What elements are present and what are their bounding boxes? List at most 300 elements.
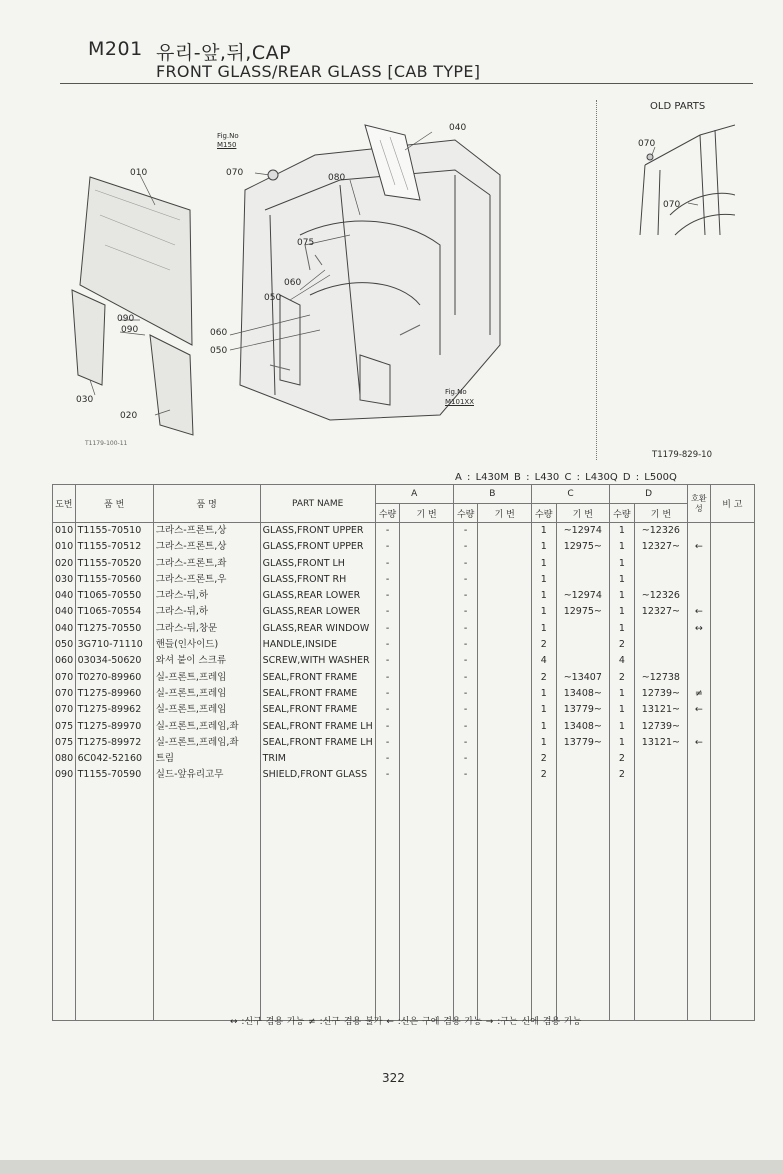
cab-frame-drawing — [240, 140, 500, 420]
part-name-en: SCREW,WITH WASHER — [260, 653, 375, 669]
old-parts-title: OLD PARTS — [650, 101, 706, 112]
part-number: T1275-89972 — [75, 735, 153, 751]
part-name-kr: 그라스-프론트,좌 — [153, 556, 260, 572]
qty-b: - — [453, 735, 478, 751]
part-number: T1155-70520 — [75, 556, 153, 572]
qty-b: - — [453, 539, 478, 555]
interchange-mark — [688, 751, 711, 767]
exploded-diagram — [60, 95, 595, 460]
callout-070: 070 — [226, 168, 244, 178]
part-name-en: TRIM — [260, 751, 375, 767]
part-name-en: GLASS,REAR LOWER — [260, 604, 375, 620]
part-ref-no: 010 — [53, 539, 76, 555]
part-number: 03034-50620 — [75, 653, 153, 669]
qty-c: 1 — [531, 719, 556, 735]
part-ref-no: 040 — [53, 621, 76, 637]
serial-d: 13121~ — [634, 735, 687, 751]
serial-d — [634, 767, 687, 783]
serial-a — [400, 637, 453, 653]
serial-a — [400, 751, 453, 767]
qty-c: 1 — [531, 686, 556, 702]
interchange-mark — [688, 767, 711, 783]
qty-d: 1 — [610, 686, 635, 702]
part-number: T1275-89970 — [75, 719, 153, 735]
interchange-mark: ← — [688, 604, 711, 620]
remarks — [710, 670, 754, 686]
table-row — [53, 572, 755, 588]
col-b-qty: 수량 — [453, 504, 478, 523]
serial-c — [556, 751, 609, 767]
part-ref-no: 080 — [53, 751, 76, 767]
serial-d: ~12326 — [634, 523, 687, 540]
callout-075: 075 — [297, 238, 315, 248]
col-c-serial: 기 번 — [556, 504, 609, 523]
part-number: T1275-89960 — [75, 686, 153, 702]
parts-table — [52, 484, 755, 1021]
remarks — [710, 539, 754, 555]
serial-d — [634, 556, 687, 572]
qty-c: 2 — [531, 767, 556, 783]
col-b-serial: 기 번 — [478, 504, 531, 523]
part-ref-no: 070 — [53, 670, 76, 686]
remarks — [710, 702, 754, 718]
serial-d — [634, 621, 687, 637]
empty-cell — [453, 784, 478, 1021]
qty-b: - — [453, 670, 478, 686]
remarks — [710, 735, 754, 751]
part-name-kr: 실-프론트,프레임 — [153, 670, 260, 686]
serial-a — [400, 572, 453, 588]
table-row — [53, 735, 755, 751]
qty-d: 2 — [610, 670, 635, 686]
part-name-kr: 트림 — [153, 751, 260, 767]
part-name-kr: 와셔 붙이 스크류 — [153, 653, 260, 669]
serial-b — [478, 702, 531, 718]
part-number: T1155-70590 — [75, 767, 153, 783]
col-d-serial: 기 번 — [634, 504, 687, 523]
qty-b: - — [453, 719, 478, 735]
part-name-en: GLASS,FRONT RH — [260, 572, 375, 588]
page-code: M201 — [88, 38, 143, 60]
empty-cell — [531, 784, 556, 1021]
empty-cell — [710, 784, 754, 1021]
interchange-mark — [688, 556, 711, 572]
serial-d: 12327~ — [634, 604, 687, 620]
empty-cell — [375, 784, 400, 1021]
qty-c: 1 — [531, 604, 556, 620]
qty-d: 2 — [610, 767, 635, 783]
remarks — [710, 686, 754, 702]
part-name-kr: 그라스-프론트,상 — [153, 539, 260, 555]
part-name-en: SEAL,FRONT FRAME — [260, 670, 375, 686]
fig-ref-m150-label: Fig.No — [217, 132, 239, 140]
table-row — [53, 686, 755, 702]
col-a-serial: 기 번 — [400, 504, 453, 523]
col-part-name-kr: 품 명 — [153, 485, 260, 523]
serial-b — [478, 572, 531, 588]
serial-b — [478, 653, 531, 669]
qty-b: - — [453, 588, 478, 604]
table-row — [53, 653, 755, 669]
qty-a: - — [375, 767, 400, 783]
empty-cell — [400, 784, 453, 1021]
table-row — [53, 751, 755, 767]
serial-c — [556, 637, 609, 653]
part-ref-no: 030 — [53, 572, 76, 588]
interchange-mark — [688, 588, 711, 604]
part-ref-no: 070 — [53, 702, 76, 718]
serial-d — [634, 637, 687, 653]
serial-c: 13779~ — [556, 702, 609, 718]
qty-c: 1 — [531, 572, 556, 588]
serial-a — [400, 604, 453, 620]
part-number: T1065-70554 — [75, 604, 153, 620]
qty-c: 2 — [531, 751, 556, 767]
qty-a: - — [375, 556, 400, 572]
callout-090: 090 — [117, 314, 135, 324]
serial-c: 13779~ — [556, 735, 609, 751]
qty-a: - — [375, 604, 400, 620]
interchange-legend: ↔ :신구 겸용 가능 ≠ :신구 겸용 불가 ← :신은 구에 겸용 가능 → :구는 신에 겸용 가능 — [230, 1017, 582, 1027]
serial-a — [400, 523, 453, 540]
qty-c: 4 — [531, 653, 556, 669]
serial-d: 12739~ — [634, 686, 687, 702]
qty-a: - — [375, 670, 400, 686]
qty-b: - — [453, 686, 478, 702]
qty-c: 1 — [531, 702, 556, 718]
page-title-korean: 유리-앞,뒤,CAP — [156, 42, 292, 64]
part-number: T1275-89962 — [75, 702, 153, 718]
serial-d: 12739~ — [634, 719, 687, 735]
interchange-mark — [688, 653, 711, 669]
scan-edge — [0, 1160, 783, 1174]
part-ref-no: 040 — [53, 588, 76, 604]
serial-c — [556, 767, 609, 783]
part-name-kr: 실-프론트,프레임,좌 — [153, 719, 260, 735]
qty-d: 1 — [610, 604, 635, 620]
serial-a — [400, 686, 453, 702]
table-row — [53, 588, 755, 604]
serial-a — [400, 556, 453, 572]
remarks — [710, 751, 754, 767]
qty-c: 1 — [531, 539, 556, 555]
callout-030: 030 — [76, 395, 94, 405]
qty-b: - — [453, 767, 478, 783]
serial-b — [478, 719, 531, 735]
interchange-mark — [688, 523, 711, 540]
interchange-mark — [688, 719, 711, 735]
col-part-no: 품 번 — [75, 485, 153, 523]
header-rule — [60, 83, 753, 84]
part-number: T1155-70560 — [75, 572, 153, 588]
table-row — [53, 621, 755, 637]
table-filler — [53, 784, 755, 1021]
remarks — [710, 637, 754, 653]
part-name-kr: 그라스-뒤,하 — [153, 588, 260, 604]
qty-d: 1 — [610, 588, 635, 604]
callout-090-b: 090 — [121, 325, 139, 335]
remarks — [710, 523, 754, 540]
qty-b: - — [453, 523, 478, 540]
interchange-mark: ← — [688, 539, 711, 555]
serial-c: 13408~ — [556, 686, 609, 702]
fig-ref-m101-label: Fig.No — [445, 388, 467, 396]
serial-c: 13408~ — [556, 719, 609, 735]
qty-a: - — [375, 735, 400, 751]
part-number: T0270-89960 — [75, 670, 153, 686]
part-ref-no: 050 — [53, 637, 76, 653]
qty-b: - — [453, 702, 478, 718]
remarks — [710, 653, 754, 669]
serial-c: ~12974 — [556, 588, 609, 604]
qty-c: 1 — [531, 621, 556, 637]
interchange-mark: ← — [688, 735, 711, 751]
page-number: 322 — [382, 1071, 405, 1085]
qty-a: - — [375, 719, 400, 735]
qty-d: 1 — [610, 702, 635, 718]
serial-c: 12975~ — [556, 539, 609, 555]
serial-b — [478, 604, 531, 620]
part-ref-no: 040 — [53, 604, 76, 620]
qty-b: - — [453, 572, 478, 588]
front-rh-glass-drawing — [150, 335, 193, 435]
part-name-kr: 그라스-프론트,우 — [153, 572, 260, 588]
serial-a — [400, 735, 453, 751]
empty-cell — [556, 784, 609, 1021]
callout-040: 040 — [449, 123, 467, 133]
callout-060-b: 060 — [210, 328, 228, 338]
part-number: 3G710-71110 — [75, 637, 153, 653]
table-row — [53, 556, 755, 572]
part-name-kr: 핸들(인사이드) — [153, 637, 260, 653]
col-a-qty: 수량 — [375, 504, 400, 523]
remarks — [710, 719, 754, 735]
col-d-qty: 수량 — [610, 504, 635, 523]
qty-a: - — [375, 702, 400, 718]
table-row — [53, 637, 755, 653]
serial-b — [478, 556, 531, 572]
callout-080: 080 — [328, 173, 346, 183]
part-ref-no: 020 — [53, 556, 76, 572]
serial-d — [634, 572, 687, 588]
table-row — [53, 604, 755, 620]
table-row — [53, 719, 755, 735]
serial-c: ~13407 — [556, 670, 609, 686]
part-name-kr: 그라스-프론트,상 — [153, 523, 260, 540]
empty-cell — [153, 784, 260, 1021]
qty-b: - — [453, 556, 478, 572]
empty-cell — [634, 784, 687, 1021]
serial-c: ~12974 — [556, 523, 609, 540]
part-name-en: GLASS,FRONT LH — [260, 556, 375, 572]
table-row — [53, 767, 755, 783]
qty-d: 1 — [610, 572, 635, 588]
callout-010: 010 — [130, 168, 148, 178]
qty-b: - — [453, 751, 478, 767]
old-parts-diagram — [600, 95, 735, 295]
col-c-qty: 수량 — [531, 504, 556, 523]
callout-050-b: 050 — [210, 346, 228, 356]
serial-b — [478, 523, 531, 540]
qty-a: - — [375, 539, 400, 555]
col-model-b: B — [453, 485, 531, 504]
col-no: 도번 — [53, 485, 76, 523]
qty-d: 1 — [610, 556, 635, 572]
remarks — [710, 621, 754, 637]
part-ref-no: 075 — [53, 735, 76, 751]
empty-cell — [610, 784, 635, 1021]
qty-c: 2 — [531, 670, 556, 686]
col-model-a: A — [375, 485, 453, 504]
part-name-kr: 실-프론트,프레임,좌 — [153, 735, 260, 751]
qty-d: 4 — [610, 653, 635, 669]
serial-b — [478, 670, 531, 686]
old-callout-070: 070 — [638, 139, 656, 149]
qty-d: 2 — [610, 751, 635, 767]
interchange-mark: ≠ — [688, 686, 711, 702]
part-name-en: SEAL,FRONT FRAME LH — [260, 735, 375, 751]
remarks — [710, 588, 754, 604]
part-name-en: HANDLE,INSIDE — [260, 637, 375, 653]
part-ref-no: 090 — [53, 767, 76, 783]
part-name-kr: 실-프론트,프레임 — [153, 702, 260, 718]
qty-c: 1 — [531, 735, 556, 751]
qty-d: 1 — [610, 539, 635, 555]
qty-a: - — [375, 751, 400, 767]
interchange-mark — [688, 670, 711, 686]
serial-b — [478, 637, 531, 653]
callout-050: 050 — [264, 293, 282, 303]
serial-b — [478, 735, 531, 751]
qty-d: 1 — [610, 621, 635, 637]
serial-c — [556, 556, 609, 572]
figure-reference: T1179-829-10 — [652, 450, 712, 460]
part-name-kr: 실-프론트,프레임 — [153, 686, 260, 702]
remarks — [710, 572, 754, 588]
qty-d: 1 — [610, 735, 635, 751]
col-interchange: 호환성 — [688, 485, 711, 523]
serial-a — [400, 621, 453, 637]
qty-d: 2 — [610, 637, 635, 653]
part-name-kr: 실드-앞유리고무 — [153, 767, 260, 783]
part-ref-no: 070 — [53, 686, 76, 702]
remarks — [710, 767, 754, 783]
serial-a — [400, 719, 453, 735]
part-name-kr: 그라스-뒤,창문 — [153, 621, 260, 637]
serial-a — [400, 653, 453, 669]
serial-a — [400, 539, 453, 555]
interchange-mark — [688, 637, 711, 653]
qty-a: - — [375, 621, 400, 637]
empty-cell — [688, 784, 711, 1021]
serial-b — [478, 686, 531, 702]
serial-b — [478, 621, 531, 637]
qty-a: - — [375, 653, 400, 669]
serial-d: ~12738 — [634, 670, 687, 686]
serial-b — [478, 767, 531, 783]
part-name-en: SHIELD,FRONT GLASS — [260, 767, 375, 783]
qty-b: - — [453, 637, 478, 653]
qty-b: - — [453, 621, 478, 637]
interchange-mark: ← — [688, 702, 711, 718]
callout-020: 020 — [120, 411, 138, 421]
serial-d: 13121~ — [634, 702, 687, 718]
col-part-name-en: PART NAME — [260, 485, 375, 523]
interchange-mark — [688, 572, 711, 588]
remarks — [710, 604, 754, 620]
qty-b: - — [453, 604, 478, 620]
page-title-english: FRONT GLASS/REAR GLASS [CAB TYPE] — [156, 62, 481, 81]
qty-c: 2 — [531, 637, 556, 653]
part-number: T1155-70512 — [75, 539, 153, 555]
qty-a: - — [375, 588, 400, 604]
serial-c — [556, 572, 609, 588]
part-name-en: SEAL,FRONT FRAME LH — [260, 719, 375, 735]
table-row — [53, 523, 755, 540]
interchange-mark: ↔ — [688, 621, 711, 637]
callout-060: 060 — [284, 278, 302, 288]
part-name-en: SEAL,FRONT FRAME — [260, 686, 375, 702]
serial-b — [478, 751, 531, 767]
qty-c: 1 — [531, 556, 556, 572]
qty-a: - — [375, 686, 400, 702]
qty-c: 1 — [531, 523, 556, 540]
empty-cell — [260, 784, 375, 1021]
serial-d: ~12326 — [634, 588, 687, 604]
part-number: 6C042-52160 — [75, 751, 153, 767]
qty-a: - — [375, 637, 400, 653]
model-key: A : L430M B : L430 C : L430Q D : L500Q — [455, 472, 677, 483]
fig-ref-m101: M101XX — [445, 398, 474, 406]
empty-cell — [53, 784, 76, 1021]
qty-a: - — [375, 523, 400, 540]
old-parts-divider — [596, 100, 597, 460]
serial-c — [556, 653, 609, 669]
serial-a — [400, 670, 453, 686]
front-lh-glass-drawing — [72, 290, 105, 385]
part-name-en: GLASS,REAR WINDOW — [260, 621, 375, 637]
serial-b — [478, 588, 531, 604]
qty-c: 1 — [531, 588, 556, 604]
fig-ref-m150: M150 — [217, 141, 237, 149]
part-ref-no: 075 — [53, 719, 76, 735]
serial-d — [634, 751, 687, 767]
empty-cell — [75, 784, 153, 1021]
left-figure-code: T1179-100-11 — [85, 440, 128, 447]
part-number: T1065-70550 — [75, 588, 153, 604]
serial-a — [400, 588, 453, 604]
old-callout-070-b: 070 — [663, 200, 681, 210]
part-number: T1155-70510 — [75, 523, 153, 540]
serial-d — [634, 653, 687, 669]
col-model-c: C — [531, 485, 609, 504]
qty-b: - — [453, 653, 478, 669]
part-name-kr: 그라스-뒤,하 — [153, 604, 260, 620]
serial-d: 12327~ — [634, 539, 687, 555]
serial-c: 12975~ — [556, 604, 609, 620]
table-row — [53, 702, 755, 718]
col-remarks: 비 고 — [710, 485, 754, 523]
remarks — [710, 556, 754, 572]
part-ref-no: 010 — [53, 523, 76, 540]
part-name-en: GLASS,FRONT UPPER — [260, 523, 375, 540]
part-name-en: GLASS,FRONT UPPER — [260, 539, 375, 555]
part-number: T1275-70550 — [75, 621, 153, 637]
qty-d: 1 — [610, 719, 635, 735]
qty-d: 1 — [610, 523, 635, 540]
serial-a — [400, 767, 453, 783]
empty-cell — [478, 784, 531, 1021]
